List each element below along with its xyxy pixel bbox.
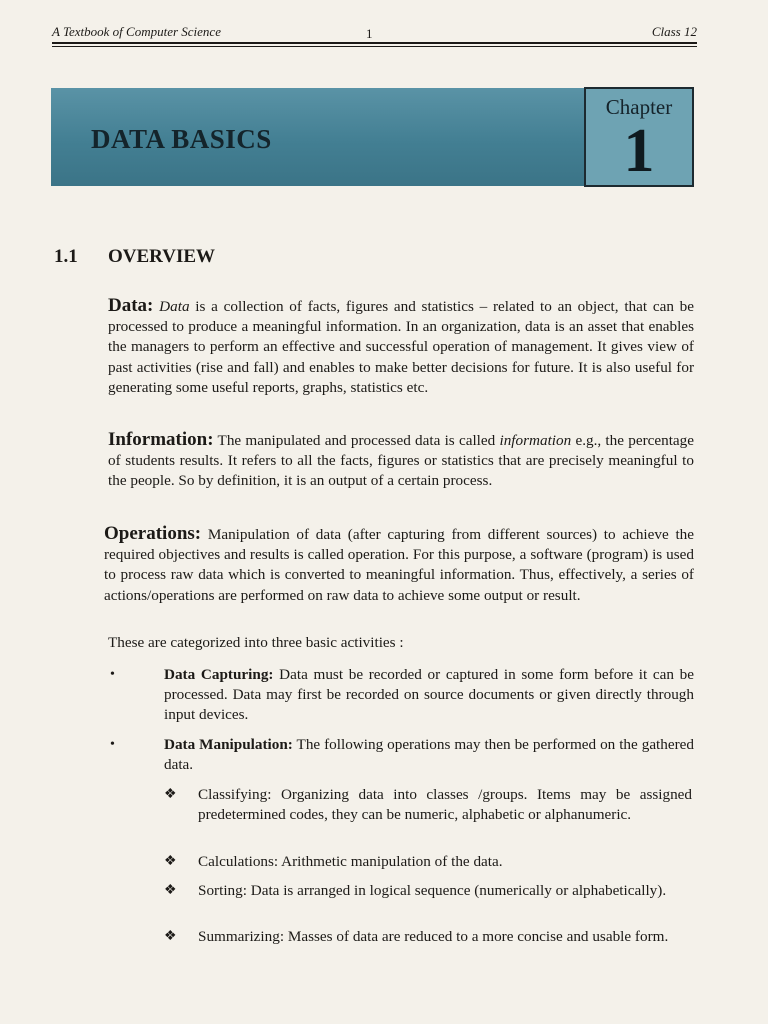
section-heading	[54, 246, 216, 268]
term-data: Data:	[108, 295, 154, 316]
bullet-body: The following operations may then be performed on the gathered data.	[164, 736, 695, 774]
term-information: Information:	[108, 429, 214, 450]
bullet-data-capturing	[110, 665, 694, 727]
bullet-data-manipulation	[110, 735, 694, 777]
sub-item-term: Classifying:	[198, 786, 272, 803]
sub-item-term: Sorting:	[198, 882, 247, 899]
section-number: 1.1	[54, 246, 78, 267]
bullet-icon: •	[110, 667, 115, 682]
bullet-term: Data Manipulation:	[164, 736, 293, 753]
bullet-text	[164, 665, 694, 726]
sub-item-body: Data is arranged in logical sequence (numerically or alphabetically).	[250, 882, 667, 899]
sub-item-sorting	[164, 881, 694, 923]
sub-item-body: Arithmetic manipulation of the data.	[281, 853, 503, 870]
sub-item-term: Summarizing:	[198, 928, 285, 945]
sub-item-text	[198, 852, 692, 872]
sub-item-term: Calculations:	[198, 853, 279, 870]
sub-item-classifying	[164, 785, 694, 847]
paragraph-operations	[104, 524, 694, 606]
bullet-text	[164, 735, 694, 775]
sub-item-text	[198, 881, 692, 901]
chapter-title: DATA BASICS	[91, 124, 272, 154]
chapter-word: Chapter	[605, 95, 673, 119]
chapter-number-box	[584, 87, 694, 187]
header-rule-thick	[52, 42, 697, 44]
header-rule-thin	[52, 46, 697, 47]
term-operations: Operations:	[104, 523, 202, 544]
paragraph-information-text-before: The manipulated and processed data is called	[217, 432, 496, 449]
paragraph-operations-text: Manipulation of data (after capturing from different sources) to achieve the required objectives and results is called operation. For this purpose, a software (program) is used to process raw data which is converted to meaningful information. Thus, effectively, a series of actions/operations are performed on raw data to achieve some output or result.	[104, 526, 694, 604]
diamond-bullet-icon: ❖	[164, 929, 177, 944]
sub-item-body: Masses of data are reduced to a more concise and usable form.	[287, 928, 669, 945]
diamond-bullet-icon: ❖	[164, 883, 177, 898]
term-data-italic: Data	[159, 298, 190, 315]
paragraph-data	[108, 296, 694, 398]
page-number: 1	[366, 26, 373, 41]
chapter-number: 1	[623, 117, 655, 185]
paragraph-information-em: information	[499, 432, 572, 449]
bullet-term: Data Capturing:	[164, 666, 274, 683]
bullet-icon: •	[110, 737, 115, 752]
sub-item-body: Organizing data into classes /groups. Items may be assigned predetermined codes, they can be numeric, alphabetic or alphanumeric.	[198, 786, 693, 824]
book-title: A Textbook of Computer Science	[52, 24, 221, 39]
sub-item-text	[198, 785, 692, 825]
diamond-bullet-icon: ❖	[164, 787, 177, 802]
class-label: Class 12	[651, 24, 697, 39]
sub-item-text	[198, 927, 692, 947]
paragraph-information	[108, 430, 694, 492]
chapter-banner	[51, 88, 591, 186]
sub-item-summarizing	[164, 927, 694, 969]
paragraph-data-text: is a collection of facts, figures and statistics – related to an object, that can be processed to produce a meaningful information. In an organization, data is an asset that enables the managers to perform an effective and successful operation of management. It gives view of past activities (rise and fall) and enables to make better decisions for future. It is also useful for generating some useful reports, graphs, statistics etc.	[108, 298, 695, 396]
activities-intro: These are categorized into three basic activities :	[108, 634, 404, 651]
sub-item-calculations	[164, 852, 694, 874]
section-title: OVERVIEW	[108, 246, 216, 267]
bullet-body: Data must be recorded or captured in some form before it can be processed. Data may first be recorded on source documents or given directly through input devices.	[164, 666, 694, 724]
paragraph-information-text-after: e.g., the percentage of students results. It refers to all the facts, figures or statistics that are precisely meaningful to the people. So by definition, it is an output of a certain process.	[108, 432, 694, 490]
diamond-bullet-icon: ❖	[164, 854, 177, 869]
